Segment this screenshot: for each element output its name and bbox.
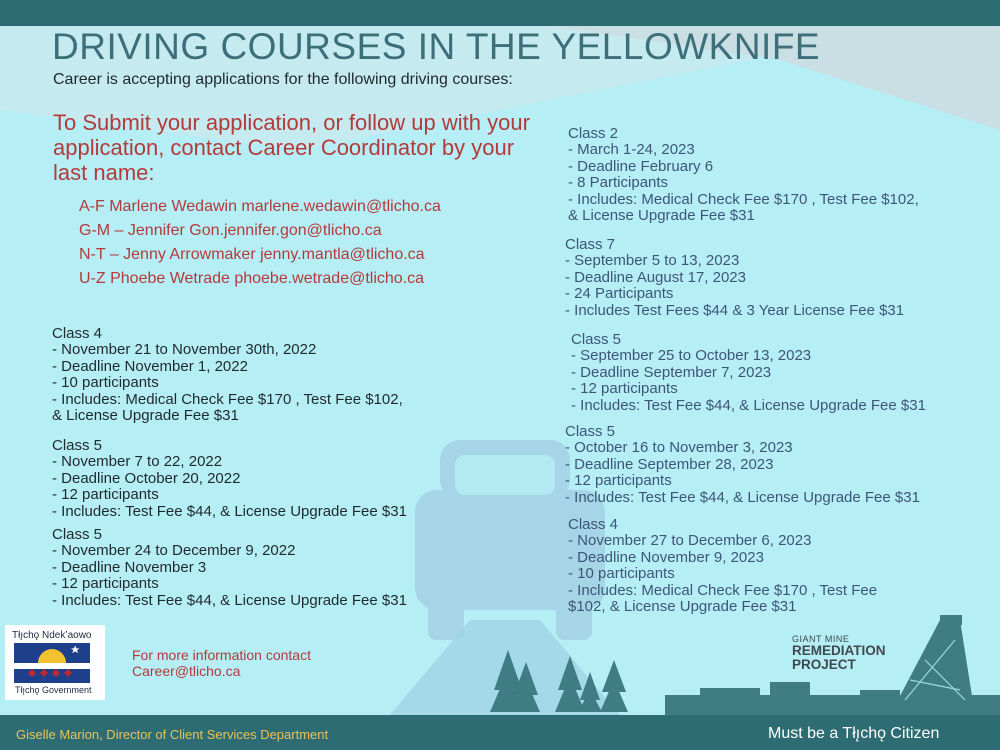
- course-line: - March 1-24, 2023: [568, 141, 695, 159]
- course-line: - Deadline August 17, 2023: [565, 268, 746, 286]
- course-line: - Includes: Medical Check Fee $170 , Test Fee $102,: [52, 390, 403, 408]
- course-line: - Includes Test Fees $44 & 3 Year License Fee $31: [565, 301, 905, 319]
- course-class: Class 5: [571, 331, 622, 348]
- course-line: - 12 participants: [52, 486, 159, 504]
- course-line: - September 25 to October 13, 2023: [571, 347, 812, 365]
- course-block: [52, 326, 403, 424]
- tlicho-flag-icon: [14, 643, 90, 683]
- course-line: - October 16 to November 3, 2023: [565, 439, 793, 457]
- course-class: Class 5: [52, 437, 103, 454]
- footer-director: Giselle Marion, Director of Client Services Department: [16, 727, 329, 742]
- course-line: - Includes: Medical Check Fee $170 , Test Fee: [568, 581, 878, 599]
- course-line: - 8 Participants: [568, 174, 669, 192]
- logo-bottom-text: Tłı̨chǫ Government: [15, 685, 92, 695]
- course-line: & License Upgrade Fee $31: [568, 207, 755, 225]
- course-line: - September 5 to 13, 2023: [565, 252, 740, 270]
- project-text: PROJECT: [792, 657, 856, 672]
- course-block: [568, 126, 919, 224]
- course-line: - November 7 to 22, 2022: [52, 453, 223, 471]
- course-line: - 12 participants: [571, 380, 678, 398]
- course-line: - November 27 to December 6, 2023: [568, 532, 812, 550]
- top-bar: [0, 0, 1000, 26]
- course-class: Class 4: [52, 325, 103, 342]
- course-line: - 10 participants: [52, 374, 159, 392]
- course-line: - November 21 to November 30th, 2022: [52, 341, 317, 359]
- course-line: - 10 participants: [568, 565, 675, 583]
- contact-item-a-f[interactable]: A-F Marlene Wedawin marlene.wedawin@tlicho.ca: [79, 198, 441, 215]
- logo-top-text: Tłı̨chǫ Ndek’aowo: [12, 630, 92, 641]
- contact-item-n-t[interactable]: N-T – Jenny Arrowmaker jenny.mantla@tlicho.ca: [79, 246, 425, 263]
- course-block: [571, 332, 926, 414]
- course-line: - 24 Participants: [565, 285, 674, 303]
- course-block: [52, 527, 407, 609]
- page-subtitle: Career is accepting applications for the following driving courses:: [53, 71, 513, 88]
- course-line: - Deadline November 1, 2022: [52, 357, 248, 375]
- giant-mine-logo: [792, 634, 886, 672]
- course-block: [565, 237, 904, 319]
- course-class: Class 2: [568, 125, 619, 142]
- course-block: [568, 517, 877, 615]
- course-line: - Deadline November 3: [52, 558, 207, 576]
- course-class: Class 5: [52, 526, 103, 543]
- course-class: Class 5: [565, 423, 616, 440]
- course-line: - Deadline February 6: [568, 157, 714, 175]
- giant-mine-text: GIANT MINE: [792, 634, 850, 644]
- career-email-link[interactable]: Career@tlicho.ca: [132, 662, 241, 679]
- course-line: - 12 participants: [52, 575, 159, 593]
- course-line: - Deadline September 7, 2023: [571, 363, 772, 381]
- course-line: - Includes: Test Fee $44, & License Upgrade Fee $31: [565, 488, 920, 506]
- course-line: - Includes: Medical Check Fee $170 , Test Fee $102,: [568, 190, 919, 208]
- course-line: & License Upgrade Fee $31: [52, 407, 239, 425]
- course-line: - 12 participants: [565, 472, 672, 490]
- course-class: Class 4: [568, 516, 619, 533]
- course-class: Class 7: [565, 236, 616, 253]
- course-line: - Deadline October 20, 2022: [52, 469, 241, 487]
- course-block: [565, 424, 920, 506]
- more-info: [132, 648, 311, 679]
- course-line: $102, & License Upgrade Fee $31: [568, 598, 797, 616]
- contact-list: [79, 198, 441, 294]
- more-info-text: For more information contact: [132, 647, 311, 663]
- footer-citizen-note: Must be a Tłı̨chǫ Citizen: [768, 725, 940, 742]
- course-line: - Includes: Test Fee $44, & License Upgrade Fee $31: [52, 591, 407, 609]
- submit-instructions: To Submit your application, or follow up with your application, contact Career Coordinator by your last name:: [53, 110, 530, 185]
- course-line: - Includes: Test Fee $44, & License Upgrade Fee $31: [52, 502, 407, 520]
- contact-item-u-z[interactable]: U-Z Phoebe Wetrade phoebe.wetrade@tlicho.ca: [79, 270, 425, 287]
- course-line: - November 24 to December 9, 2022: [52, 542, 296, 560]
- page-title: DRIVING COURSES IN THE YELLOWKNIFE: [52, 26, 821, 67]
- course-block: [52, 438, 407, 520]
- course-line: - Includes: Test Fee $44, & License Upgrade Fee $31: [571, 396, 926, 414]
- course-line: - Deadline September 28, 2023: [565, 455, 774, 473]
- course-line: - Deadline November 9, 2023: [568, 548, 764, 566]
- remediation-text: REMEDIATION: [792, 643, 886, 658]
- contact-item-g-m[interactable]: G-M – Jennifer Gon.jennifer.gon@tlicho.ca: [79, 222, 382, 239]
